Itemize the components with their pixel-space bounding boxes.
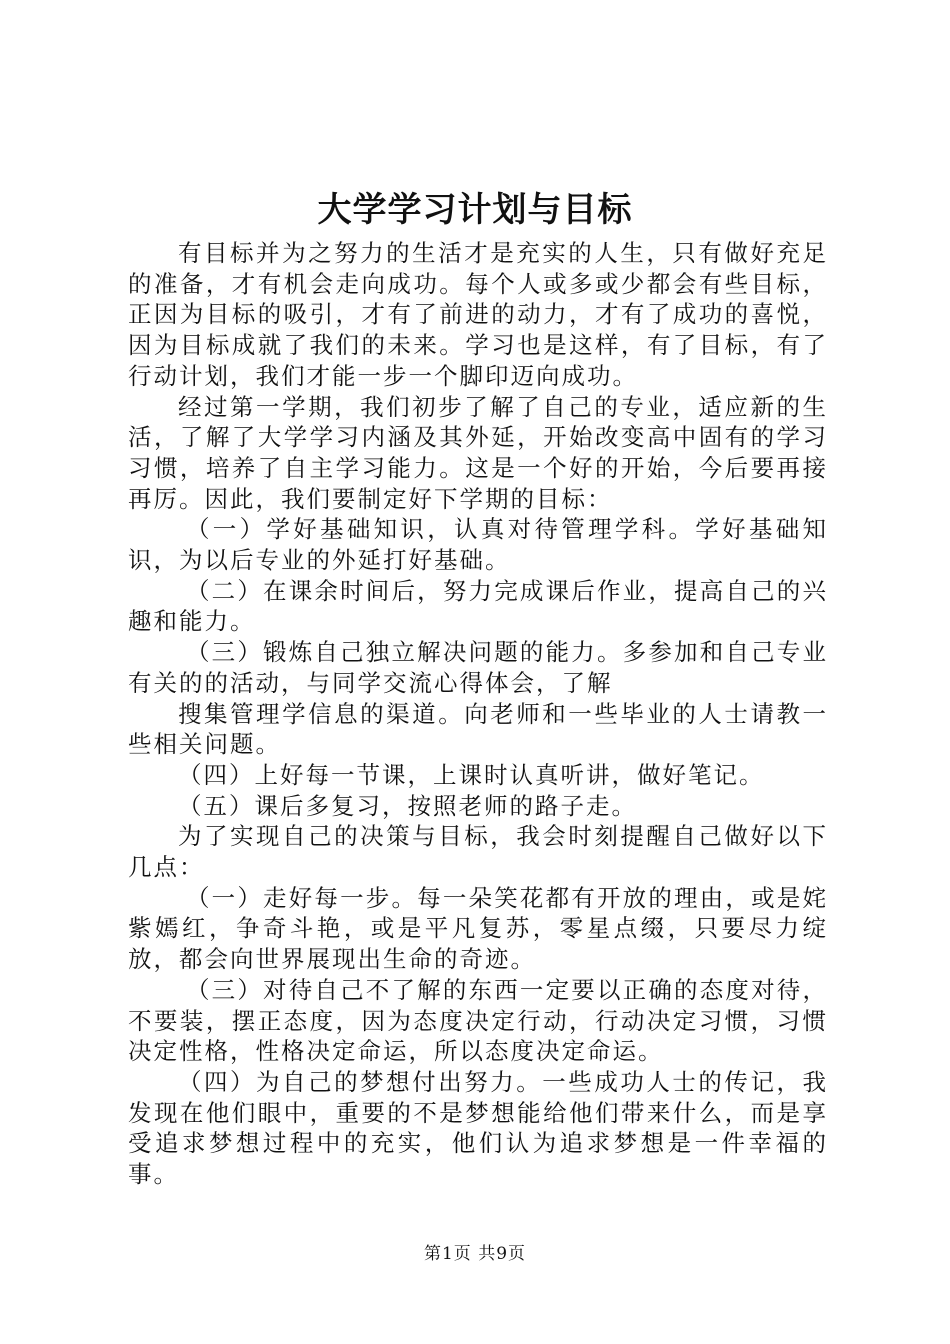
reminder-item-4: （四）为自己的梦想付出努力。一些成功人士的传记，我发现在他们眼中，重要的不是梦想能给他们带来什么，而是享受追求梦想过程中的充实，他们认为追求梦想是一件幸福的事。 [128, 1067, 828, 1189]
paragraph-first-semester: 经过第一学期，我们初步了解了自己的专业，适应新的生活，了解了大学学习内涵及其外延，开始改变高中固有的学习习惯，培养了自主学习能力。这是一个好的开始，今后要再接再厉。因此，我们要制定好下学期的目标： [128, 392, 828, 513]
goal-item-5: （五）课后多复习，按照老师的路子走。 [178, 791, 637, 820]
goal-item-1: （一）学好基础知识，认真对待管理学科。学好基础知识，为以后专业的外延打好基础。 [128, 515, 828, 575]
paragraph-intro: 有目标并为之努力的生活才是充实的人生，只有做好充足的准备，才有机会走向成功。每个人或多或少都会有些目标，正因为目标的吸引，才有了前进的动力，才有了成功的喜悦，因为目标成就了我们的未来。学习也是这样，有了目标，有了行动计划，我们才能一步一个脚印迈向成功。 [128, 239, 828, 390]
goal-item-3-continued: 搜集管理学信息的渠道。向老师和一些毕业的人士请教一些相关问题。 [128, 699, 828, 759]
document-title: 大学学习计划与目标 [317, 190, 633, 230]
page-footer: 第1页 共9页 [423, 1244, 527, 1264]
document-body [128, 238, 828, 1190]
paragraph-reminders: 为了实现自己的决策与目标，我会时刻提醒自己做好以下几点： [128, 822, 828, 882]
goal-item-4: （四）上好每一节课，上课时认真听讲，做好笔记。 [178, 760, 765, 789]
reminder-item-1: （一）走好每一步。每一朵笑花都有开放的理由，或是姹紫嫣红，争奇斗艳，或是平凡复苏，零星点缀，只要尽力绽放，都会向世界展现出生命的奇迹。 [128, 883, 828, 974]
reminder-item-3: （三）对待自己不了解的东西一定要以正确的态度对待，不要装，摆正态度，因为态度决定行动，行动决定习惯，习惯决定性格，性格决定命运，所以态度决定命运。 [128, 975, 828, 1066]
goal-item-3: （三）锻炼自己独立解决问题的能力。多参加和自己专业有关的的活动，与同学交流心得体会，了解 [128, 638, 828, 697]
goal-item-2: （二）在课余时间后，努力完成课后作业，提高自己的兴趣和能力。 [128, 576, 828, 636]
